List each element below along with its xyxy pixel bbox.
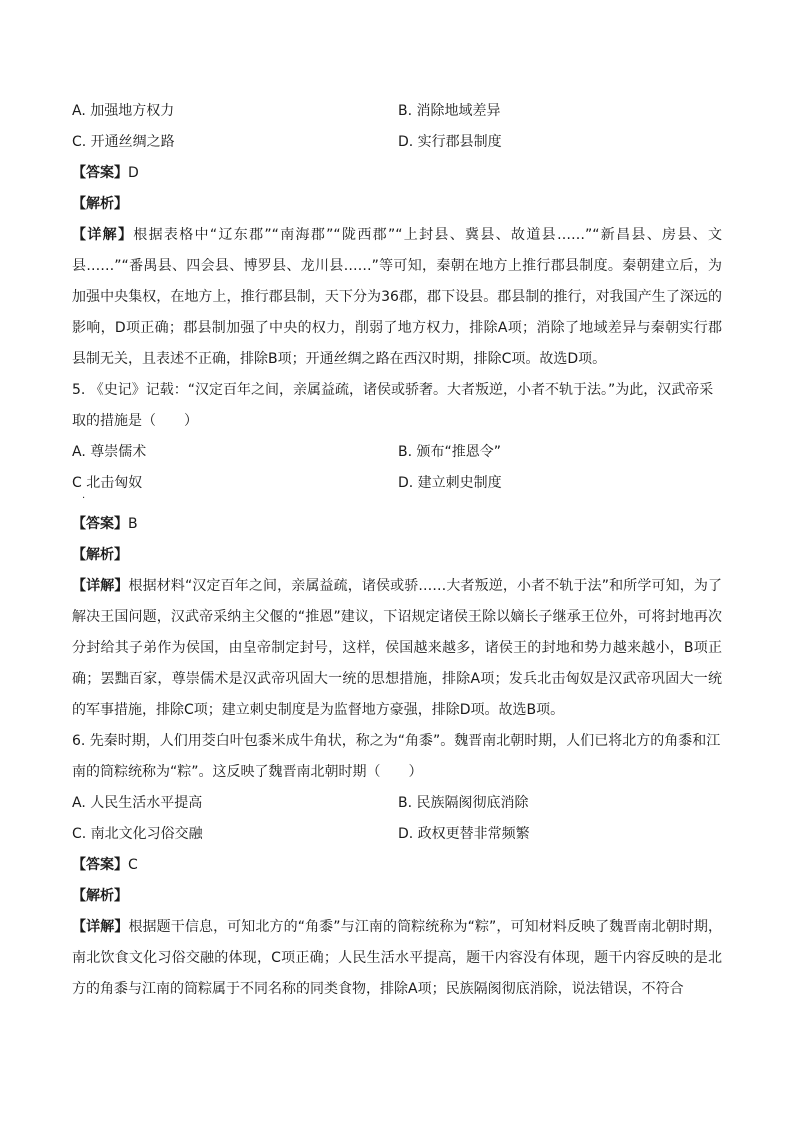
q5-question: 5. 《史记》记载：“汉定百年之间，亲属益疏，诸侯或骄奢。大者叛逆，小者不轨于法。”为此，汉武帝采取的措施是（ ） bbox=[72, 382, 714, 429]
q4-answer bbox=[72, 158, 722, 189]
q4-options-row-2 bbox=[72, 127, 722, 158]
q5-option-c: C 北击匈奴 bbox=[72, 475, 143, 491]
q6-option-c: C. 南北文化习俗交融 bbox=[72, 826, 203, 842]
q5-analysis-tag: 【解析】 bbox=[72, 547, 128, 563]
q4-analysis-tag: 【解析】 bbox=[72, 196, 128, 212]
q6-detail: 【详解】根据题干信息，可知北方的“角黍”与江南的筒粽统称为“粽”，可知材料反映了魏晋南北朝时期，南北饮食文化习俗交融的体现，C项正确；人民生活水平提高，题干内容没有体现，题干内容反映的是北方的角黍与江南的筒粽属于不同名称的同类食物，排除A项；民族隔阂彻底消除，说法错误，不符合 bbox=[72, 919, 723, 997]
q4-detail bbox=[72, 220, 722, 375]
q5-options-row-1 bbox=[72, 437, 722, 468]
q6-options-row-2 bbox=[72, 819, 722, 850]
q4-option-a: A. 加强地方权力 bbox=[72, 103, 175, 119]
q4-option-c: C. 开通丝绸之路 bbox=[72, 134, 175, 150]
q4-option-b: B. 消除地域差异 bbox=[398, 103, 501, 119]
q6-option-d: D. 政权更替非常频繁 bbox=[398, 826, 530, 842]
q5-answer: 【答案】B bbox=[72, 516, 138, 532]
q6-option-a: A. 人民生活水平提高 bbox=[72, 795, 203, 811]
answer-tag: 【答案】 bbox=[72, 165, 128, 181]
q5-option-a: A. 尊崇儒术 bbox=[72, 444, 147, 460]
q6-option-b: B. 民族隔阂彻底消除 bbox=[398, 795, 529, 811]
q5-options-row-2 bbox=[72, 468, 722, 509]
q6-answer: 【答案】C bbox=[72, 857, 138, 873]
q4-options-row-1 bbox=[72, 96, 722, 127]
stray-mark: · bbox=[82, 493, 86, 504]
q6-options-row-1 bbox=[72, 788, 722, 819]
q5-option-d: D. 建立刺史制度 bbox=[398, 475, 502, 491]
document-page bbox=[72, 96, 722, 1005]
q6-analysis-tag: 【解析】 bbox=[72, 888, 128, 904]
detail-text: 根据表格中“辽东郡”“南海郡”“陇西郡”“上封县、冀县、故道县……”“新昌县、房县、文县……”“番禺县、四会县、博罗县、龙川县……”等可知，秦朝在地方上推行郡县制度。秦朝建立后，为加强中央集权，在地方上，推行郡县制，天下分为36郡，郡下设县。郡县制的推行，对我国产生了深远的影响，D项正确；郡县制加强了中央的权力，削弱了地方权力，排除A项；消除了地域差异与秦朝实行郡县制无关，且表述不正确，排除B项；开通丝绸之路在西汉时期，排除C项。故选D项。 bbox=[72, 227, 723, 367]
q4-option-d: D. 实行郡县制度 bbox=[398, 134, 502, 150]
answer-value: D bbox=[128, 165, 139, 181]
q5-option-b: B. 颁布“推恩令” bbox=[398, 444, 502, 460]
detail-tag: 【详解】 bbox=[72, 227, 134, 243]
q6-question: 6. 先秦时期，人们用茭白叶包黍米成牛角状，称之为“角黍”。魏晋南北朝时期，人们已将北方的角黍和江南的筒粽统称为“粽”。这反映了魏晋南北朝时期（ ） bbox=[72, 733, 721, 780]
q5-detail: 【详解】根据材料“汉定百年之间，亲属益疏，诸侯或骄……大者叛逆，小者不轨于法”和所学可知，为了解决王国问题，汉武帝采纳主父偃的“推恩”建议，下诏规定诸侯王除以嫡长子继承王位外，可将封地再次分封给其子弟作为侯国，由皇帝制定封号，这样，侯国越来越多，诸侯王的封地和势力越来越小，B项正确；罢黜百家，尊崇儒术是汉武帝巩固大一统的思想措施，排除A项；发兵北击匈奴是汉武帝巩固大一统的军事措施，排除C项；建立刺史制度是为监督地方豪强，排除D项。故选B项。 bbox=[72, 578, 723, 718]
